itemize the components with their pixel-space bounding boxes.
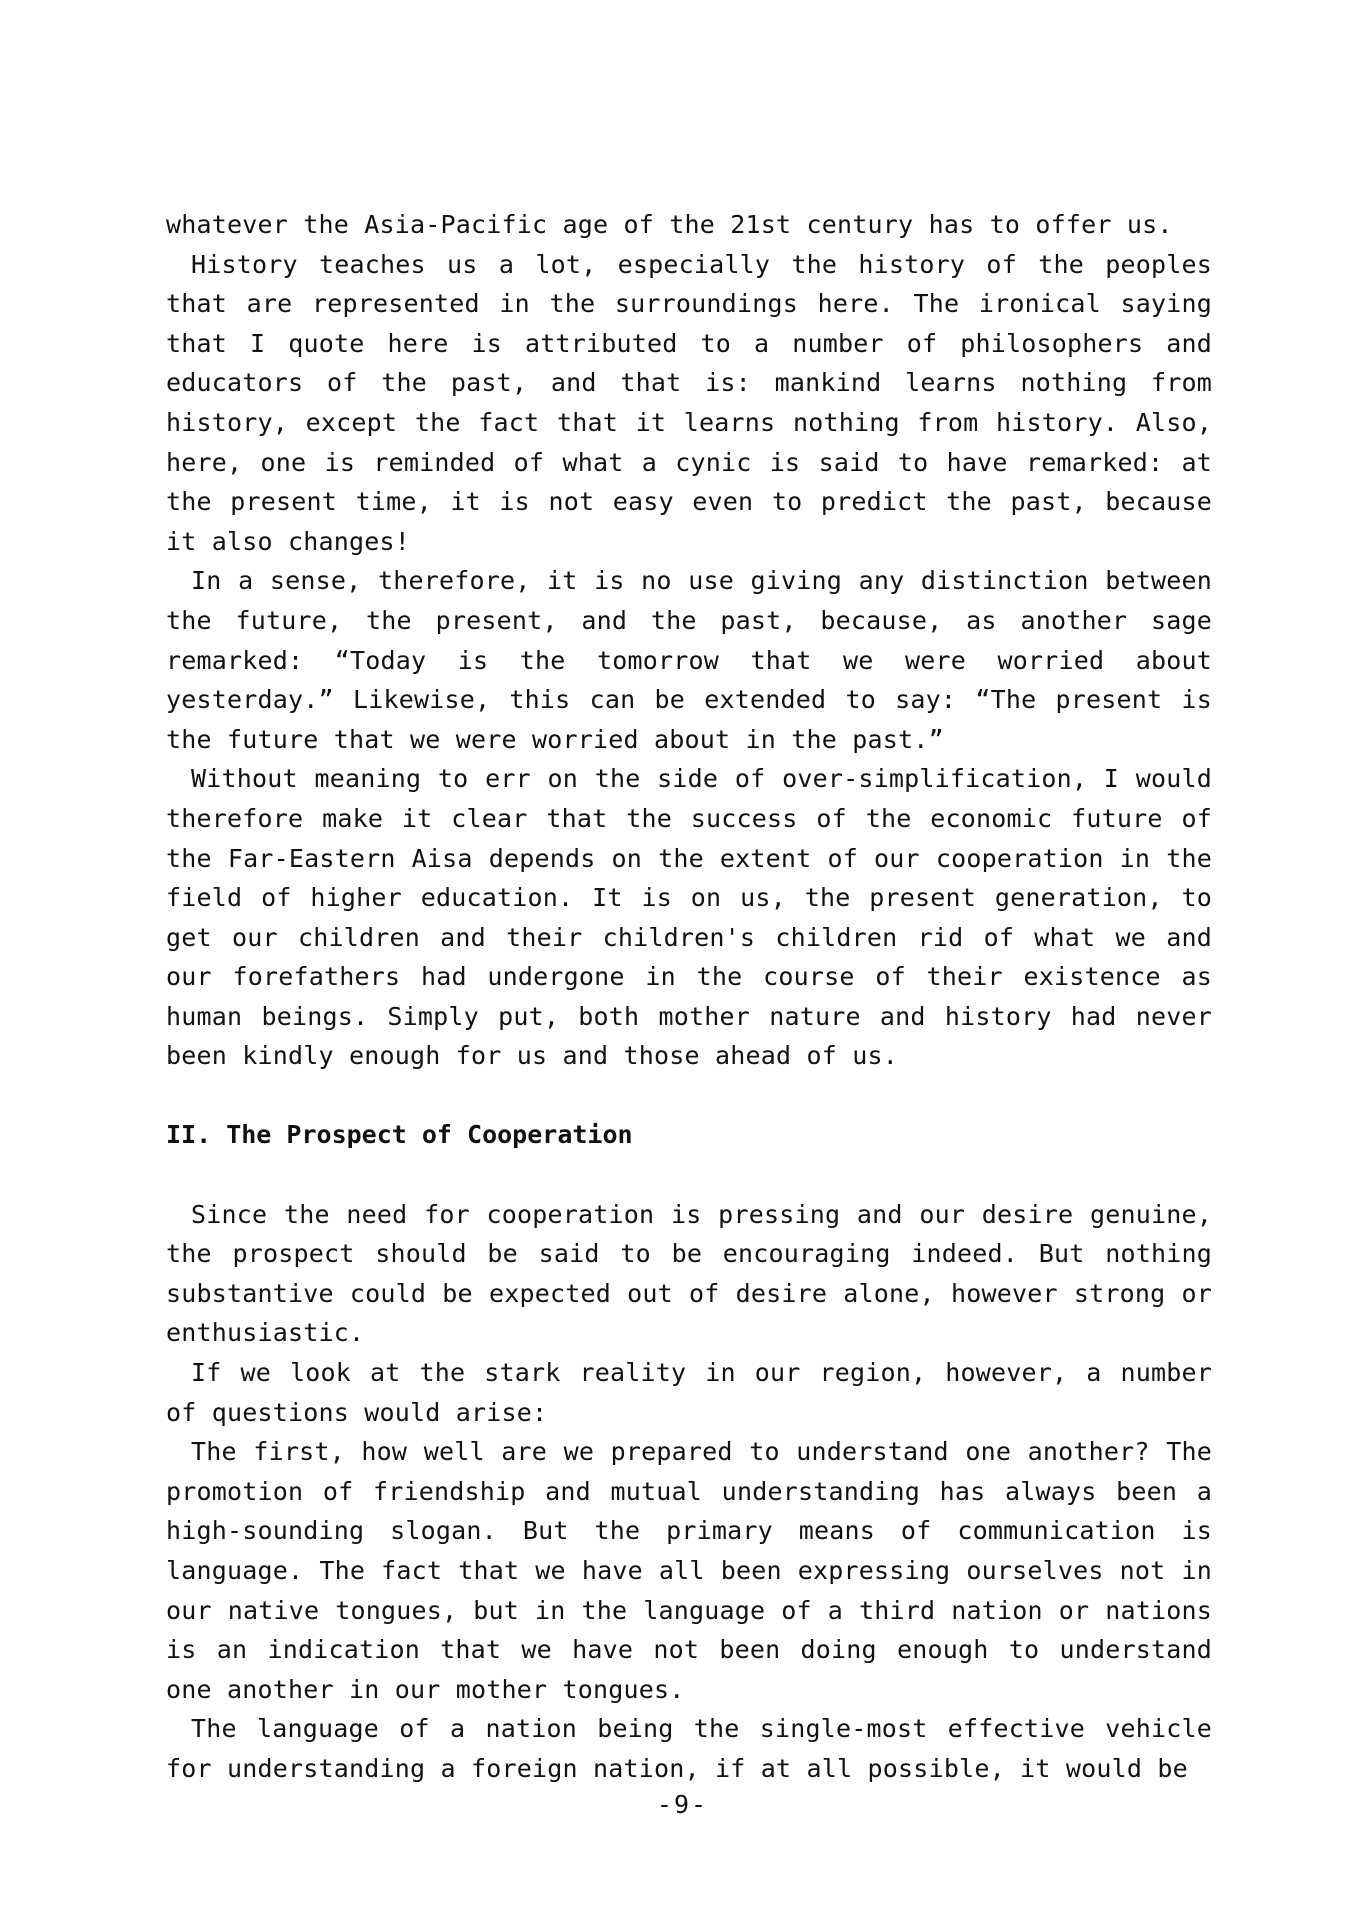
paragraph-continuation: whatever the Asia-Pacific age of the 21st century has to offer us. <box>166 210 1173 239</box>
paragraph-higher-education: Without meaning to err on the side of over-simplification, I would therefore make it clear that the success of the economic future of the Far-Eastern Aisa depends on the extent of our cooperation in the field of higher education. It is on us, the present generation, to get our children and their children's children rid of what we and our forefathers had undergone in the course of their existence as human beings. Simply put, both mother nature and history had never been kindly enough for us and those ahead of us. <box>166 764 1212 1071</box>
paragraph-time-distinction: In a sense, therefore, it is no use giving any distinction between the future, the present, and the past, because, as another sage remarked: “Today is the tomorrow that we were worried about yesterday.” Likewise, this can be extended to say: “The present is the future that we were worried about in the past.” <box>166 566 1212 754</box>
section-heading: II. The Prospect of Cooperation <box>166 1120 633 1150</box>
spacer <box>166 1155 1212 1195</box>
spacer <box>166 1076 1212 1115</box>
paragraph-history: History teaches us a lot, especially the history of the peoples that are represented in the surroundings here. The ironical saying that I quote here is attributed to a number of philosophers and educators of the past, and that is: mankind learns nothing from history, except the fact that it learns nothing from history. Also, here, one is reminded of what a cynic is said to have remarked: at the present time, it is not easy even to predict the past, because it also changes! <box>166 249 1212 556</box>
paragraph-prospect: Since the need for cooperation is pressing and our desire genuine, the prospect should be said to be encouraging indeed. But nothing substantive could be expected out of desire alone, however strong or enthusiastic. <box>166 1199 1212 1348</box>
paragraph-language: The language of a nation being the single-most effective vehicle for understanding a foreign nation, if at all possible, it would be <box>166 1714 1212 1783</box>
document-page <box>166 205 1212 1789</box>
paragraph-first-question: The first, how well are we prepared to understand one another? The promotion of friendship and mutual understanding has always been a high-sounding slogan. But the primary means of communication is language. The fact that we have all been expressing ourselves not in our native tongues, but in the language of a third nation or nations is an indication that we have not been doing enough to understand one another in our mother tongues. <box>166 1437 1212 1704</box>
page-number: -9- <box>656 1790 709 1819</box>
paragraph-questions: If we look at the stark reality in our region, however, a number of questions would arise: <box>166 1358 1212 1427</box>
